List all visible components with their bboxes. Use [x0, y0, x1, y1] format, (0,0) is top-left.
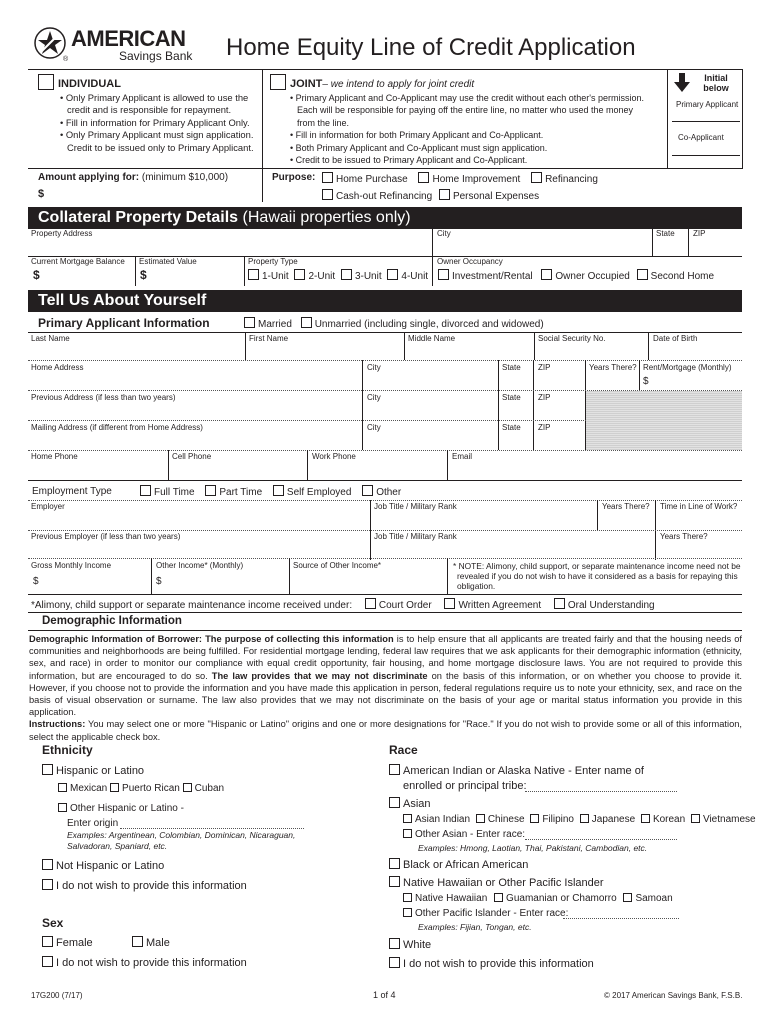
individual-checkbox[interactable] — [38, 74, 54, 90]
purpose-personal[interactable] — [439, 191, 539, 202]
sex-male[interactable] — [132, 936, 170, 949]
amount-label: Amount applying for: — [38, 172, 140, 183]
race-other-pi[interactable] — [403, 908, 568, 919]
collateral-title: Collateral Property Details — [38, 209, 239, 226]
mailing-zip-field[interactable]: ZIP — [538, 423, 551, 432]
nhpi-sub-options — [403, 893, 673, 904]
estimated-value-currency: $ — [140, 268, 147, 282]
document-title: Home Equity Line of Credit Application — [226, 34, 636, 61]
demographic-lead-bold: Demographic Information of Borrower: The purpose of collecting this information — [29, 634, 394, 644]
purpose-option-label: Personal Expenses — [452, 191, 540, 202]
option-label: Investment/Rental — [452, 271, 533, 282]
alimony-court-order[interactable] — [365, 600, 432, 611]
option-label: Puerto Rican — [122, 783, 180, 794]
checkbox[interactable] — [322, 189, 333, 200]
option-label: Filipino — [542, 814, 574, 825]
option-label: 3-Unit — [354, 271, 382, 282]
option-label: 4-Unit — [401, 271, 429, 282]
option-label: Married — [258, 319, 292, 330]
race-nhpi[interactable] — [389, 876, 604, 889]
race-vietnamese[interactable] — [691, 814, 756, 825]
about-section-header — [28, 290, 742, 312]
property-type-2unit[interactable] — [294, 271, 335, 282]
race-samoan[interactable] — [623, 893, 672, 904]
copyright: © 2017 American Savings Bank, F.S.B. — [604, 991, 743, 1000]
option-label: Black or African American — [403, 859, 529, 871]
joint-note: – we intend to apply for joint credit — [322, 79, 475, 90]
demographic-mid: on the basis of this information, or on whether you choose to provide it. However, if you choose not to provide the information and you have made this application in person, federal regulations require us to note your ethnicity, sex, and race on the basis of visual observation or surname. The law also provides that we may not discriminate on the basis of your age or marital status information you provide in this application. — [29, 670, 742, 718]
checkbox[interactable] — [387, 269, 398, 280]
option-label: Vietnamese — [702, 814, 756, 825]
collateral-subtitle: (Hawaii properties only) — [242, 209, 411, 226]
checkbox[interactable] — [494, 893, 503, 902]
property-state-field[interactable]: State — [656, 229, 675, 238]
individual-bullet: • Fill in information for Primary Applicant Only. — [60, 116, 250, 128]
purpose-row-1 — [322, 172, 598, 185]
checkbox[interactable] — [641, 814, 650, 823]
individual-label: INDIVIDUAL — [58, 78, 121, 90]
option-label: Oral Understanding — [567, 600, 655, 611]
checkbox[interactable] — [322, 172, 333, 183]
example-line: Salvadoran, Spaniard, etc. — [67, 841, 168, 851]
mailing-address-field[interactable]: Mailing Address (if different from Home Address) — [31, 423, 203, 432]
time-in-line-field[interactable]: Time in Line of Work? — [660, 502, 738, 511]
option-label: Native Hawaiian — [415, 893, 488, 904]
amount-min: (minimum $10,000) — [141, 172, 229, 183]
home-zip-field[interactable]: ZIP — [538, 363, 551, 372]
sex-female[interactable] — [42, 936, 93, 949]
option-label: 1-Unit — [262, 271, 289, 282]
individual-option[interactable] — [38, 74, 121, 92]
other-pi-input[interactable] — [563, 918, 679, 919]
logo-sub: Savings Bank — [119, 49, 193, 63]
tribe-input[interactable] — [525, 791, 677, 792]
home-address-field[interactable]: Home Address — [31, 363, 84, 372]
initial-co-label: Co-Applicant — [678, 133, 724, 142]
option-label: I do not wish to provide this information — [56, 957, 247, 969]
other-asian-input[interactable] — [525, 839, 677, 840]
employment-self-employed[interactable] — [273, 487, 351, 498]
previous-state-field[interactable]: State — [502, 393, 521, 402]
purpose-option-label: Refinancing — [545, 174, 598, 185]
checkbox[interactable] — [205, 485, 216, 496]
joint-bullet: from the line. — [297, 117, 350, 128]
checkbox[interactable] — [691, 814, 700, 823]
occupancy-options — [438, 269, 714, 282]
option-label: Male — [146, 937, 170, 949]
ethnicity-mexican[interactable] — [58, 783, 107, 794]
ethnicity-other-hispanic[interactable] — [58, 803, 184, 814]
hispanic-sub-options — [58, 783, 224, 794]
option-label: Other Hispanic or Latino - — [70, 803, 184, 814]
individual-bullet: Credit to be issued only to Primary Applicant. — [67, 141, 254, 153]
employment-options — [140, 485, 401, 498]
checkbox[interactable] — [244, 317, 255, 328]
owner-occupancy-label: Owner Occupancy — [437, 257, 503, 266]
instructions-text: You may select one or more "Hispanic or Latino" origins and one or more designations for "Race." If you do not wish to provide some or all of this information, select the applicable check box. — [29, 719, 742, 742]
example-line: Examples: Argentinean, Colombian, Dominican, Nicaraguan, — [67, 830, 296, 840]
race-asian-indian[interactable] — [403, 814, 470, 825]
checkbox[interactable] — [403, 893, 412, 902]
employment-part-time[interactable] — [205, 487, 262, 498]
previous-city-field[interactable]: City — [367, 393, 381, 402]
checkbox[interactable] — [403, 814, 412, 823]
collateral-section-header — [28, 207, 742, 229]
enter-origin-label: Enter origin — [67, 818, 119, 829]
rent-mortgage-field[interactable]: Rent/Mortgage (Monthly) — [643, 363, 732, 372]
purpose-row-2 — [322, 189, 539, 202]
option-label: 2-Unit — [308, 271, 336, 282]
mailing-state-field[interactable]: State — [502, 423, 521, 432]
option-label: I do not wish to provide this information — [403, 958, 594, 970]
joint-bullet: • Fill in information for both Primary Applicant and Co-Applicant. — [290, 130, 544, 141]
demographic-mid-bold: The law provides that we may not discriminate — [211, 670, 428, 681]
option-label: American Indian or Alaska Native - Enter name of — [403, 765, 644, 777]
option-label: Hispanic or Latino — [56, 765, 145, 777]
mortgage-balance-field[interactable]: Current Mortgage Balance — [31, 257, 125, 266]
checkbox[interactable] — [389, 938, 400, 949]
job-title-field[interactable]: Job Title / Military Rank — [374, 502, 457, 511]
option-label: Court Order — [378, 600, 432, 611]
checkbox[interactable] — [541, 269, 552, 280]
purpose-option-label: Home Purchase — [336, 174, 408, 185]
checkbox[interactable] — [389, 876, 400, 887]
individual-bullets — [60, 92, 254, 154]
purpose-cash-out[interactable] — [322, 191, 432, 202]
marital-unmarried[interactable] — [301, 319, 544, 330]
cell-phone-field[interactable]: Cell Phone — [172, 452, 212, 461]
option-label: Other — [376, 487, 402, 498]
checkbox[interactable] — [58, 803, 67, 812]
primary-info-title: Primary Applicant Information — [38, 316, 210, 330]
race-decline[interactable] — [389, 957, 594, 970]
form-code: 17G200 (7/17) — [31, 991, 83, 1000]
race-title: Race — [389, 743, 418, 757]
checkbox[interactable] — [42, 956, 53, 967]
option-label: Chinese — [487, 814, 525, 825]
enter-origin-input[interactable] — [120, 828, 304, 829]
occupancy-owner[interactable] — [541, 271, 629, 282]
home-phone-field[interactable]: Home Phone — [31, 452, 78, 461]
ethnicity-not-hispanic[interactable] — [42, 859, 164, 872]
race-korean[interactable] — [641, 814, 685, 825]
race-guamanian[interactable] — [494, 893, 617, 904]
logo-reg: ® — [63, 56, 69, 63]
purpose-home-improvement[interactable] — [418, 174, 520, 185]
option-label: Japanese — [591, 814, 636, 825]
demographic-lead: is to help ensure that all applicants are treated fairly and that the housing needs of communities and neighborhoods are being fulfilled. For residential mortgage lending, federal law requires that we ask applicants for their demographic information (ethnicity, sex, and race) in order to monitor our compliance with equal credit opportunity, fair housing, and home mortgage disclosure laws. You are not required to provide this information, but are encouraged to do so. — [29, 634, 742, 681]
property-type-3unit[interactable] — [341, 271, 382, 282]
option-label: Guamanian or Chamorro — [506, 893, 617, 904]
joint-bullets — [290, 92, 644, 166]
checkbox[interactable] — [273, 485, 284, 496]
marital-options — [244, 317, 544, 330]
checkbox[interactable] — [183, 783, 192, 792]
option-label: Samoan — [635, 893, 673, 904]
purpose-home-purchase[interactable] — [322, 174, 408, 185]
property-address-field[interactable]: Property Address — [31, 229, 93, 238]
dob-field[interactable]: Date of Birth — [653, 334, 698, 343]
mailing-city-field[interactable]: City — [367, 423, 381, 432]
star-logo-icon — [33, 26, 67, 60]
home-state-field[interactable]: State — [502, 363, 521, 372]
marital-married[interactable] — [244, 319, 292, 330]
ethnicity-cuban[interactable] — [183, 783, 224, 794]
race-aian[interactable] — [389, 764, 644, 777]
work-phone-field[interactable]: Work Phone — [312, 452, 356, 461]
checkbox[interactable] — [42, 764, 53, 775]
employment-other[interactable] — [362, 487, 401, 498]
ethnicity-decline[interactable] — [42, 879, 247, 892]
option-label: Part Time — [219, 487, 263, 498]
property-type-options — [248, 269, 428, 282]
checkbox[interactable] — [438, 269, 449, 280]
employment-type-label: Employment Type — [32, 486, 112, 497]
individual-bullet: • Only Primary Applicant must sign application. — [60, 129, 254, 141]
option-label: Native Hawaiian or Other Pacific Islander — [403, 877, 604, 889]
option-label: Asian — [403, 798, 431, 810]
purpose-option-label: Cash-out Refinancing — [336, 191, 433, 202]
sex-title: Sex — [42, 916, 64, 930]
note-line: obligation. — [457, 581, 496, 591]
purpose-label: Purpose: — [272, 172, 316, 183]
race-chinese[interactable] — [476, 814, 525, 825]
ethnicity-hispanic[interactable] — [42, 764, 144, 777]
income-note — [453, 561, 741, 591]
joint-bullet: Each will be responsible for paying off the entire line, no matter who used the money — [297, 105, 634, 116]
checkbox[interactable] — [554, 598, 565, 609]
race-other-asian[interactable] — [403, 829, 525, 840]
checkbox[interactable] — [294, 269, 305, 280]
previous-zip-field[interactable]: ZIP — [538, 393, 551, 402]
race-filipino[interactable] — [530, 814, 574, 825]
mortgage-balance-currency: $ — [33, 268, 40, 282]
property-zip-field[interactable]: ZIP — [693, 229, 706, 238]
checkbox[interactable] — [362, 485, 373, 496]
joint-bullet: • Credit to be issued to Primary Applicant and Co-Applicant. — [290, 155, 528, 166]
previous-years-field[interactable]: Years There? — [660, 532, 708, 541]
purpose-refinancing[interactable] — [531, 174, 598, 185]
checkbox[interactable] — [42, 859, 53, 870]
checkbox[interactable] — [140, 485, 151, 496]
rent-currency: $ — [643, 376, 649, 387]
years-there-field[interactable]: Years There? — [589, 363, 637, 372]
pi-examples: Examples: Fijian, Tongan, etc. — [418, 922, 532, 932]
origin-examples — [67, 830, 295, 852]
note-line: * NOTE: Alimony, child support, or separate maintenance income need not be — [453, 561, 741, 571]
checkbox[interactable] — [365, 598, 376, 609]
previous-job-title-field[interactable]: Job Title / Military Rank — [374, 532, 457, 541]
option-label: Asian Indian — [415, 814, 471, 825]
middle-name-field[interactable]: Middle Name — [408, 334, 456, 343]
checkbox[interactable] — [42, 879, 53, 890]
checkbox[interactable] — [476, 814, 485, 823]
checkbox[interactable] — [389, 957, 400, 968]
option-label: Full Time — [154, 487, 195, 498]
employer-years-field[interactable]: Years There? — [602, 502, 650, 511]
checkbox[interactable] — [110, 783, 119, 792]
amount-input[interactable]: $ — [38, 188, 45, 200]
option-label: White — [403, 939, 432, 951]
instructions-bold: Instructions: — [29, 719, 86, 730]
property-type-1unit[interactable] — [248, 271, 289, 282]
checkbox[interactable] — [389, 797, 400, 808]
race-black[interactable] — [389, 858, 528, 871]
option-label: Cuban — [194, 783, 225, 794]
joint-label: JOINT — [290, 78, 323, 90]
gross-income-currency: $ — [33, 576, 39, 587]
previous-employer-field[interactable]: Previous Employer (if less than two years) — [31, 532, 181, 541]
initial-label: Initial below — [703, 73, 729, 93]
alimony-oral[interactable] — [554, 600, 655, 611]
joint-option[interactable] — [270, 74, 474, 92]
checkbox[interactable] — [418, 172, 429, 183]
option-label: Mexican — [70, 783, 108, 794]
asian-examples: Examples: Hmong, Laotian, Thai, Pakistani, Cambodian, etc. — [418, 843, 648, 853]
checkbox[interactable] — [132, 936, 143, 947]
occupancy-second-home[interactable] — [637, 271, 714, 282]
note-line: revealed if you do not wish to have it considered as a basis for repaying this — [457, 571, 738, 581]
joint-bullet: • Both Primary Applicant and Co-Applicant must sign application. — [290, 142, 548, 153]
race-white[interactable] — [389, 938, 431, 951]
option-label: Second Home — [650, 271, 715, 282]
checkbox[interactable] — [580, 814, 589, 823]
checkbox[interactable] — [248, 269, 259, 280]
property-city-field[interactable]: City — [437, 229, 451, 238]
checkbox[interactable] — [301, 317, 312, 328]
checkbox[interactable] — [530, 814, 539, 823]
email-field[interactable]: Email — [452, 452, 473, 461]
occupancy-investment[interactable] — [438, 271, 533, 282]
demographic-text — [29, 633, 742, 743]
previous-address-field[interactable]: Previous Address (if less than two years) — [31, 393, 176, 402]
race-native-hawaiian[interactable] — [403, 893, 487, 904]
alimony-label: *Alimony, child support or separate maintenance income received under: — [31, 600, 353, 611]
gross-income-field[interactable]: Gross Monthly Income — [31, 561, 112, 570]
first-name-field[interactable]: First Name — [249, 334, 289, 343]
home-city-field[interactable]: City — [367, 363, 381, 372]
ethnicity-title: Ethnicity — [42, 743, 93, 757]
logo — [33, 26, 198, 66]
tribe-label: enrolled or principal tribe: — [403, 780, 527, 792]
other-income-source-field[interactable]: Source of Other Income* — [293, 561, 382, 570]
ethnicity-puerto-rican[interactable] — [110, 783, 180, 794]
alimony-written[interactable] — [444, 600, 541, 611]
demographic-title: Demographic Information — [42, 615, 182, 627]
checkbox[interactable] — [439, 189, 450, 200]
option-label: Other Pacific Islander - Enter race: — [415, 908, 569, 919]
asian-sub-options — [403, 814, 756, 825]
ssn-field[interactable]: Social Security No. — [538, 334, 606, 343]
initial-primary-label: Primary Applicant — [676, 100, 739, 109]
property-type-label: Property Type — [248, 257, 298, 266]
option-label: Written Agreement — [458, 600, 542, 611]
sex-decline[interactable] — [42, 956, 247, 969]
checkbox[interactable] — [42, 936, 53, 947]
checkbox[interactable] — [58, 783, 67, 792]
individual-bullet: credit and is responsible for repayment. — [67, 104, 232, 116]
arrow-down-icon — [674, 73, 690, 93]
checkbox[interactable] — [389, 764, 400, 775]
other-income-currency: $ — [156, 576, 162, 587]
checkbox[interactable] — [637, 269, 648, 280]
about-title: Tell Us About Yourself — [38, 292, 207, 309]
shaded-area — [586, 391, 742, 450]
race-japanese[interactable] — [580, 814, 635, 825]
amount-row — [38, 172, 228, 183]
estimated-value-field[interactable]: Estimated Value — [139, 257, 197, 266]
employer-field[interactable]: Employer — [31, 502, 65, 511]
option-label: Owner Occupied — [555, 271, 630, 282]
checkbox[interactable] — [403, 908, 412, 917]
joint-bullet: • Primary Applicant and Co-Applicant may use the credit without each other's permission. — [290, 93, 645, 103]
option-label: Not Hispanic or Latino — [56, 860, 165, 872]
option-label: I do not wish to provide this information — [56, 880, 247, 892]
purpose-option-label: Home Improvement — [432, 174, 521, 185]
other-income-field[interactable]: Other Income* (Monthly) — [156, 561, 244, 570]
checkbox[interactable] — [403, 829, 412, 838]
checkbox[interactable] — [531, 172, 542, 183]
checkbox[interactable] — [444, 598, 455, 609]
logo-brand: AMERICAN — [71, 26, 186, 51]
race-asian[interactable] — [389, 797, 431, 810]
page-number: 1 of 4 — [373, 990, 396, 1000]
individual-bullet: • Only Primary Applicant is allowed to use the — [60, 92, 249, 103]
property-type-4unit[interactable] — [387, 271, 428, 282]
joint-checkbox[interactable] — [270, 74, 286, 90]
alimony-row — [31, 598, 655, 611]
checkbox[interactable] — [341, 269, 352, 280]
checkbox[interactable] — [623, 893, 632, 902]
option-label: Other Asian - Enter race: — [415, 829, 526, 840]
option-label: Female — [56, 937, 93, 949]
checkbox[interactable] — [389, 858, 400, 869]
option-label: Self Employed — [286, 487, 352, 498]
option-label: Unmarried (including single, divorced and widowed) — [314, 319, 544, 330]
option-label: Korean — [652, 814, 686, 825]
last-name-field[interactable]: Last Name — [31, 334, 70, 343]
employment-full-time[interactable] — [140, 487, 195, 498]
